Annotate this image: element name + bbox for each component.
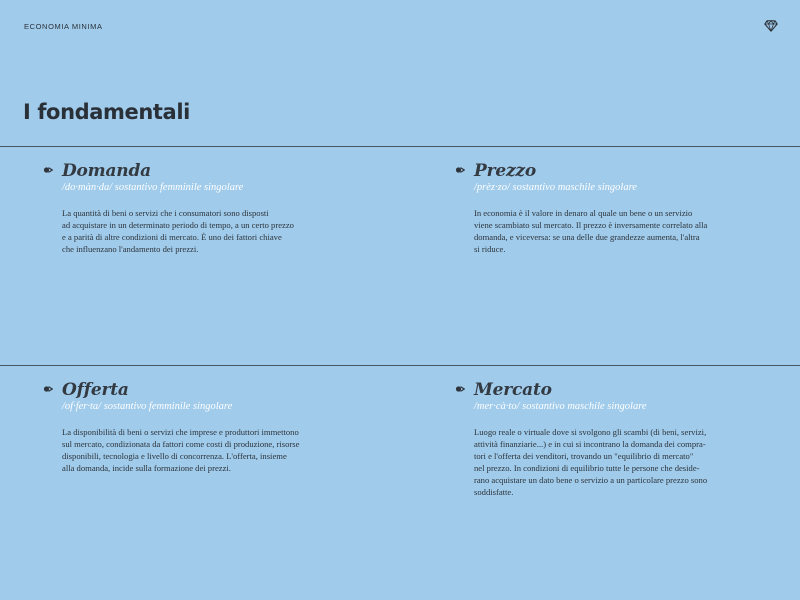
term-pronunciation: /of·fer·ta/ sostantivo femminile singolare <box>62 401 233 412</box>
entry-domanda <box>62 161 352 255</box>
bullet-arrow-icon <box>455 385 465 393</box>
term-description: La disponibilità di beni o servizi che imprese e produttori immettono sul mercato, condizionata da fattori come costi di produzione, risorse disponibili, tecnologia e livello di concorrenza. L'offerta, insieme alla domanda, incide sulla formazione dei prezzi. <box>62 427 300 473</box>
entry-prezzo <box>474 161 764 255</box>
term-title: Offerta <box>62 380 129 400</box>
entry-offerta <box>62 380 352 474</box>
term-title: Domanda <box>62 161 151 181</box>
term-description: Luogo reale o virtuale dove si svolgono gli scambi (di beni, servizi, attività finanziarie...) e in cui si incontrano la domanda dei compra- tori e l'offerta dei venditori, trovando un "equilibrio di mercato" nel prezzo. In condizioni di equilibrio tutte le persone che deside- rano acquistare un dato bene o servizio a un particolare prezzo sono soddisfatte. <box>474 427 708 497</box>
term-pronunciation: /do·màn·da/ sostantivo femminile singolare <box>62 182 244 193</box>
entry-mercato <box>474 380 764 498</box>
bullet-arrow-icon <box>455 166 465 174</box>
diamond-icon <box>764 20 778 32</box>
term-pronunciation: /mer·cà·to/ sostantivo maschile singolare <box>474 401 647 412</box>
term-title: Mercato <box>474 380 552 400</box>
term-title: Prezzo <box>474 161 537 181</box>
section-divider <box>0 365 800 366</box>
page-title: I fondamentali <box>23 100 190 124</box>
term-description: La quantità di beni o servizi che i consumatori sono disposti ad acquistare in un determinato periodo di tempo, a un certo prezzo e a parità di altre condizioni di mercato. È uno dei fattori chiave che influenzano l'andamento dei prezzi. <box>62 208 294 254</box>
bullet-arrow-icon <box>43 166 53 174</box>
term-description: In economia è il valore in denaro al quale un bene o un servizio viene scambiato sul mercato. Il prezzo è inversamente correlato alla domanda, e viceversa: se una delle due grandezze aumenta, l'altra si riduce. <box>474 208 708 254</box>
bullet-arrow-icon <box>43 385 53 393</box>
term-pronunciation: /prèz·zo/ sostantivo maschile singolare <box>474 182 637 193</box>
header-brand: ECONOMIA MINIMA <box>24 22 103 31</box>
section-divider <box>0 146 800 147</box>
